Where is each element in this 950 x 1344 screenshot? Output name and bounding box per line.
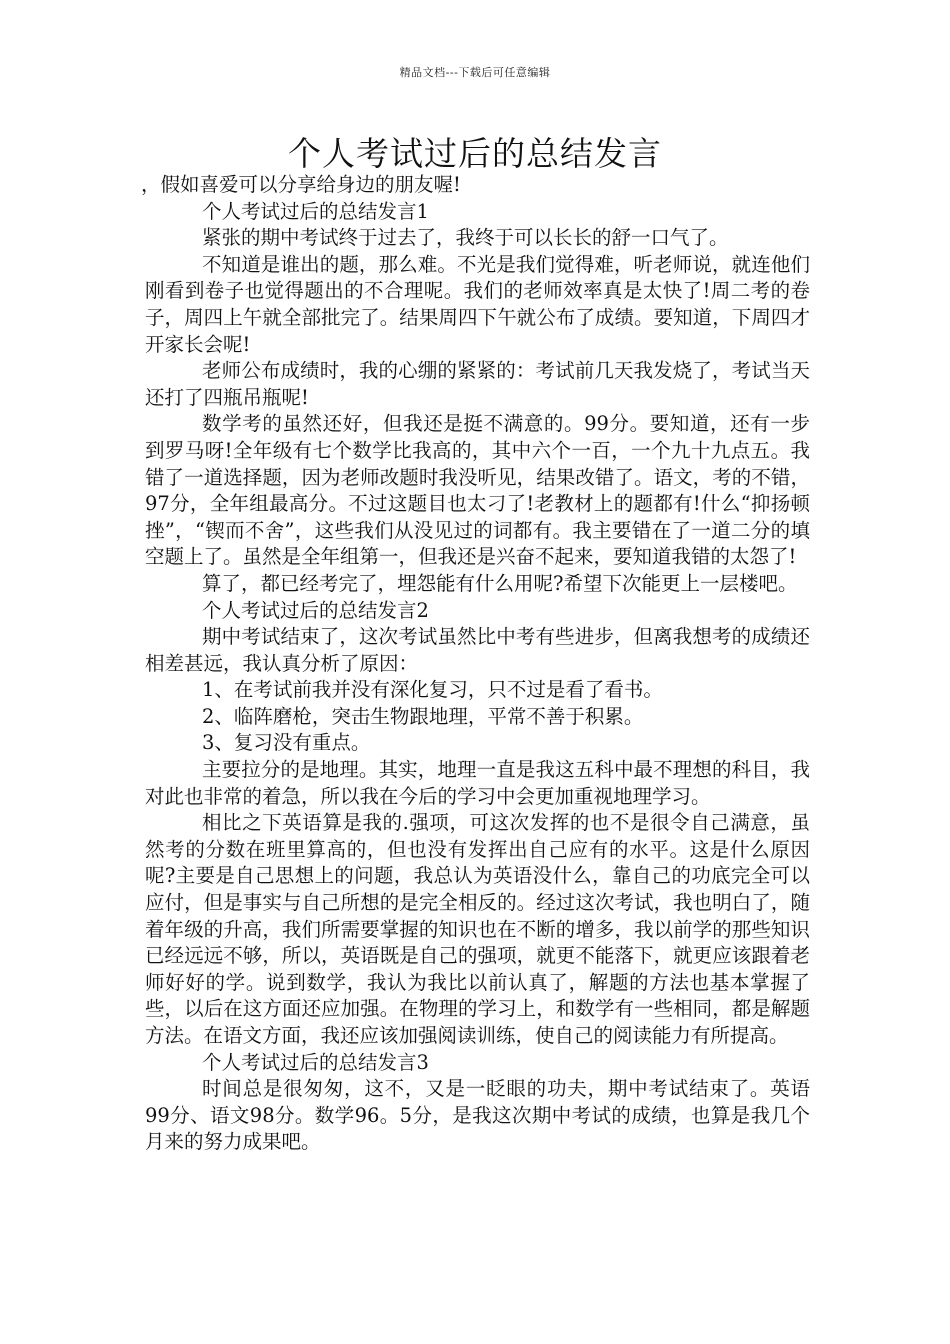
paragraph: 紧张的期中考试终于过去了，我终于可以长长的舒一口气了。: [202, 226, 729, 250]
section-heading-2: 个人考试过后的总结发言2: [202, 598, 429, 622]
paragraph: 数学考的虽然还好，但我还是挺不满意的。99分。要知道，还有一步到罗马呀!全年级有七个数学比我高的，其中六个一百，一个九十九点五。我错了一道选择题，因为老师改题时我没听见，结果改错了。语文，考的不错，97分，全年组最高分。不过这题目也太刁了!老教材上的题都有!什么“抑扬顿挫”，“锲而不舍”，这些我们从没见过的词都有。我主要错在了一道二分的填空题上了。虽然是全年组第一，但我还是兴奋不起来，要知道我错的太怨了!: [145, 412, 810, 569]
paragraph: 老师公布成绩时，我的心绷的紧紧的：考试前几天我发烧了，考试当天还打了四瓶吊瓶呢!: [145, 359, 810, 409]
paragraph: 不知道是谁出的题，那么难。不光是我们觉得难，听老师说，就连他们刚看到卷子也觉得题出的不合理呢。我们的老师效率真是太快了!周二考的卷子，周四上午就全部批完了。结果周四下午就公布了成绩。要知道，下周四才开家长会呢!: [145, 252, 810, 356]
paragraph: 算了，都已经考完了，埋怨能有什么用呢?希望下次能更上一层楼吧。: [202, 571, 798, 595]
paragraph: 相比之下英语算是我的.强项，可这次发挥的也不是很令自己满意，虽然考的分数在班里算高的，但也没有发挥出自己应有的水平。这是什么原因呢?主要是自己思想上的问题，我总认为英语没什么，靠自己的功底完全可以应付，但是事实与自己所想的是完全相反的。经过这次考试，我也明白了，随着年级的升高，我们所需要掌握的知识也在不断的增多，我以前学的那些知识已经远远不够，所以，英语既是自己的强项，就更不能落下，就更应该跟着老师好好的学。说到数学，我认为我比以前认真了，解题的方法也基本掌握了些，以后在这方面还应加强。在物理的学习上，和数学有一些相同，都是解题方法。在语文方面，我还应该加强阅读训练，使自己的阅读能力有所提高。: [145, 811, 810, 1047]
paragraph: 期中考试结束了，这次考试虽然比中考有些进步，但离我想考的成绩还相差甚远，我认真分析了原因：: [145, 625, 810, 675]
list-item: 2、临阵磨枪，突击生物跟地理，平常不善于积累。: [202, 704, 644, 728]
list-item: 1、在考试前我并没有深化复习，只不过是看了看书。: [202, 678, 663, 702]
document-title: 个人考试过后的总结发言: [288, 134, 662, 173]
section-heading-3: 个人考试过后的总结发言3: [202, 1050, 429, 1074]
header-note: 精品文档---下载后可任意编辑: [399, 66, 551, 79]
section-heading-1: 个人考试过后的总结发言1: [202, 199, 429, 223]
document-body: [141, 172, 810, 1156]
intro-paragraph: ，假如喜爱可以分享给身边的朋友喔!: [141, 173, 461, 196]
paragraph: 主要拉分的是地理。其实，地理一直是我这五科中最不理想的科目，我对此也非常的着急，所以我在今后的学习中会更加重视地理学习。: [145, 758, 810, 808]
list-item: 3、复习没有重点。: [202, 731, 371, 755]
paragraph: 时间总是很匆匆，这不，又是一眨眼的功夫，期中考试结束了。英语99分、语文98分。数学96。5分，是我这次期中考试的成绩，也算是我几个月来的努力成果吧。: [145, 1077, 810, 1154]
